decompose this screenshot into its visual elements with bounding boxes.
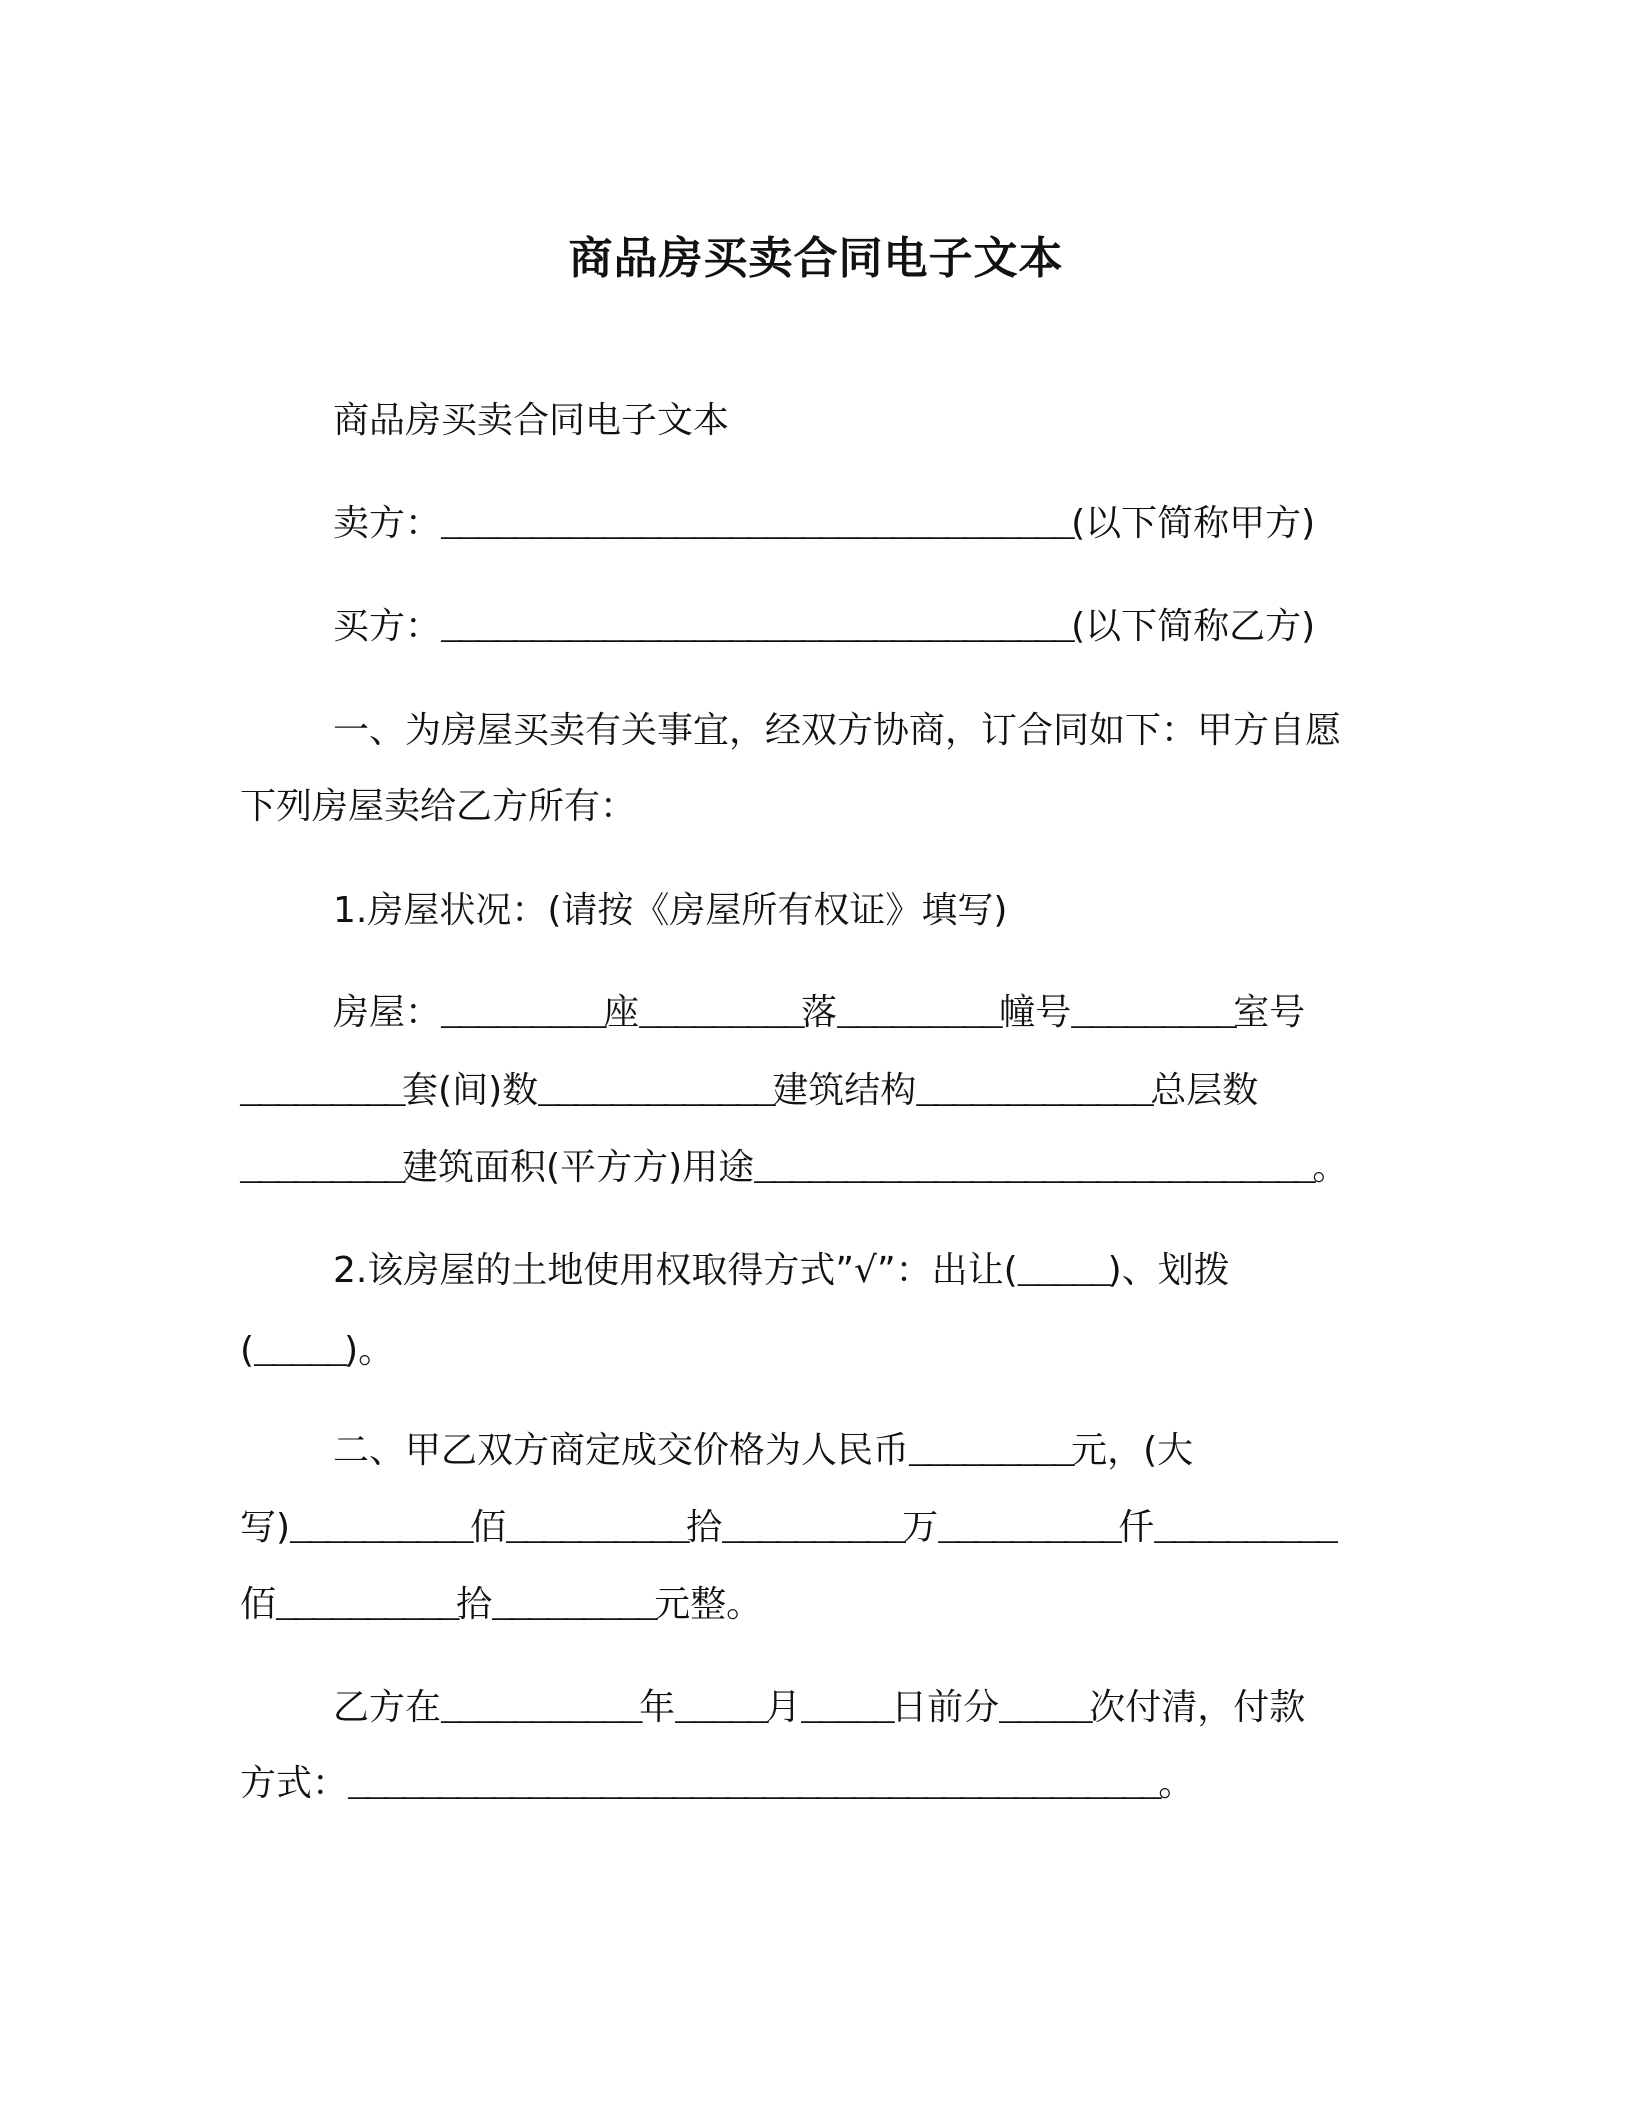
line-text: 佰	[470, 1507, 507, 1548]
line-text: 乙方在	[333, 1687, 442, 1728]
fill-in-blank[interactable]: _______________________________	[754, 1149, 1313, 1190]
fill-in-blank[interactable]: _________	[441, 994, 604, 1035]
fill-in-blank[interactable]: _________	[492, 1586, 655, 1627]
line-text: 商品房买卖合同电子文本	[333, 400, 730, 441]
fill-in-blank[interactable]: __________	[276, 1586, 457, 1627]
fill-in-blank[interactable]: __________	[1154, 1509, 1335, 1550]
fill-in-blank[interactable]: _____________	[538, 1072, 773, 1113]
paragraph-line	[333, 1249, 1230, 1295]
document-title: 商品房买卖合同电子文本	[568, 233, 1064, 284]
fill-in-blank[interactable]: _____	[801, 1689, 892, 1730]
paragraph-line	[333, 1686, 1305, 1732]
paragraph-line	[240, 1762, 1194, 1808]
line-text: 建筑结构	[772, 1070, 917, 1111]
fill-in-blank[interactable]: _________	[240, 1072, 403, 1113]
paragraph-line	[240, 1069, 1258, 1115]
line-text: 下列房屋卖给乙方所有：	[240, 786, 637, 827]
line-text: 月	[765, 1687, 802, 1728]
fill-in-blank[interactable]: __________	[938, 1509, 1119, 1550]
fill-in-blank[interactable]: _____	[254, 1332, 345, 1373]
fill-in-blank[interactable]: __________	[290, 1509, 471, 1550]
line-text: 拾	[686, 1507, 723, 1548]
paragraph-line	[240, 1506, 1334, 1552]
line-text: 落	[801, 992, 838, 1033]
fill-in-blank[interactable]: _____	[999, 1689, 1090, 1730]
paragraph-line	[333, 889, 1007, 933]
fill-in-blank[interactable]: _____________	[916, 1072, 1151, 1113]
line-text: 建筑面积(平方方)用途	[402, 1147, 755, 1188]
line-text: 套(间)数	[402, 1070, 539, 1111]
line-text: 日前分	[891, 1687, 1000, 1728]
paragraph-line	[333, 709, 1341, 753]
line-text: 幢号	[999, 992, 1072, 1033]
line-text: 房屋：	[333, 992, 442, 1033]
line-text: 买方：	[333, 606, 442, 647]
line-text: 次付清，付款	[1089, 1687, 1306, 1728]
fill-in-blank[interactable]: __________	[722, 1509, 903, 1550]
paragraph-line	[333, 991, 1305, 1037]
line-text: 拾	[456, 1584, 493, 1625]
fill-in-blank[interactable]: ___________________________________	[441, 608, 1072, 649]
line-text: 室号	[1233, 992, 1306, 1033]
paragraph-line	[333, 399, 729, 443]
fill-in-blank[interactable]: _____________________________________________	[348, 1765, 1159, 1806]
paragraph-line	[333, 605, 1315, 651]
line-text: 座	[603, 992, 640, 1033]
line-text: 1.房屋状况：(请按《房屋所有权证》填写)	[333, 890, 1008, 931]
line-text: (	[240, 1330, 255, 1371]
line-text: 卖方：	[333, 503, 442, 544]
fill-in-blank[interactable]: __________	[506, 1509, 687, 1550]
line-text: 佰	[240, 1584, 277, 1625]
paragraph-line	[240, 1146, 1348, 1192]
paragraph-line	[240, 785, 636, 829]
line-text: 仟	[1118, 1507, 1155, 1548]
paragraph-line	[333, 502, 1315, 548]
paragraph-line	[333, 1429, 1193, 1475]
line-text: 。	[1312, 1147, 1349, 1188]
line-text: )、划拨	[1107, 1250, 1230, 1291]
fill-in-blank[interactable]: _________	[909, 1432, 1072, 1473]
fill-in-blank[interactable]: _________	[1071, 994, 1234, 1035]
fill-in-blank[interactable]: ___________	[441, 1689, 640, 1730]
line-text: 写)	[240, 1507, 291, 1548]
line-text: 万	[902, 1507, 939, 1548]
fill-in-blank[interactable]: _____	[675, 1689, 766, 1730]
line-text: 元整。	[654, 1584, 763, 1625]
fill-in-blank[interactable]: _____	[1017, 1252, 1108, 1293]
line-text: 一、为房屋买卖有关事宜，经双方协商，订合同如下：甲方自愿	[333, 710, 1342, 751]
line-text: (以下简称乙方)	[1071, 606, 1316, 647]
fill-in-blank[interactable]: _________	[240, 1149, 403, 1190]
fill-in-blank[interactable]: ___________________________________	[441, 505, 1072, 546]
fill-in-blank[interactable]: _________	[639, 994, 802, 1035]
paragraph-line	[240, 1329, 394, 1375]
line-text: 2.该房屋的土地使用权取得方式”√”：出让(	[333, 1250, 1018, 1291]
line-text: 总层数	[1150, 1070, 1259, 1111]
paragraph-line	[240, 1583, 762, 1629]
line-text: )。	[344, 1330, 395, 1371]
line-text: 方式：	[240, 1763, 349, 1804]
line-text: 。	[1158, 1763, 1195, 1804]
line-text: (以下简称甲方)	[1071, 503, 1316, 544]
line-text: 元，(大	[1071, 1430, 1194, 1471]
fill-in-blank[interactable]: _________	[837, 994, 1000, 1035]
line-text: 二、甲乙双方商定成交价格为人民币	[333, 1430, 910, 1471]
line-text: 年	[639, 1687, 676, 1728]
